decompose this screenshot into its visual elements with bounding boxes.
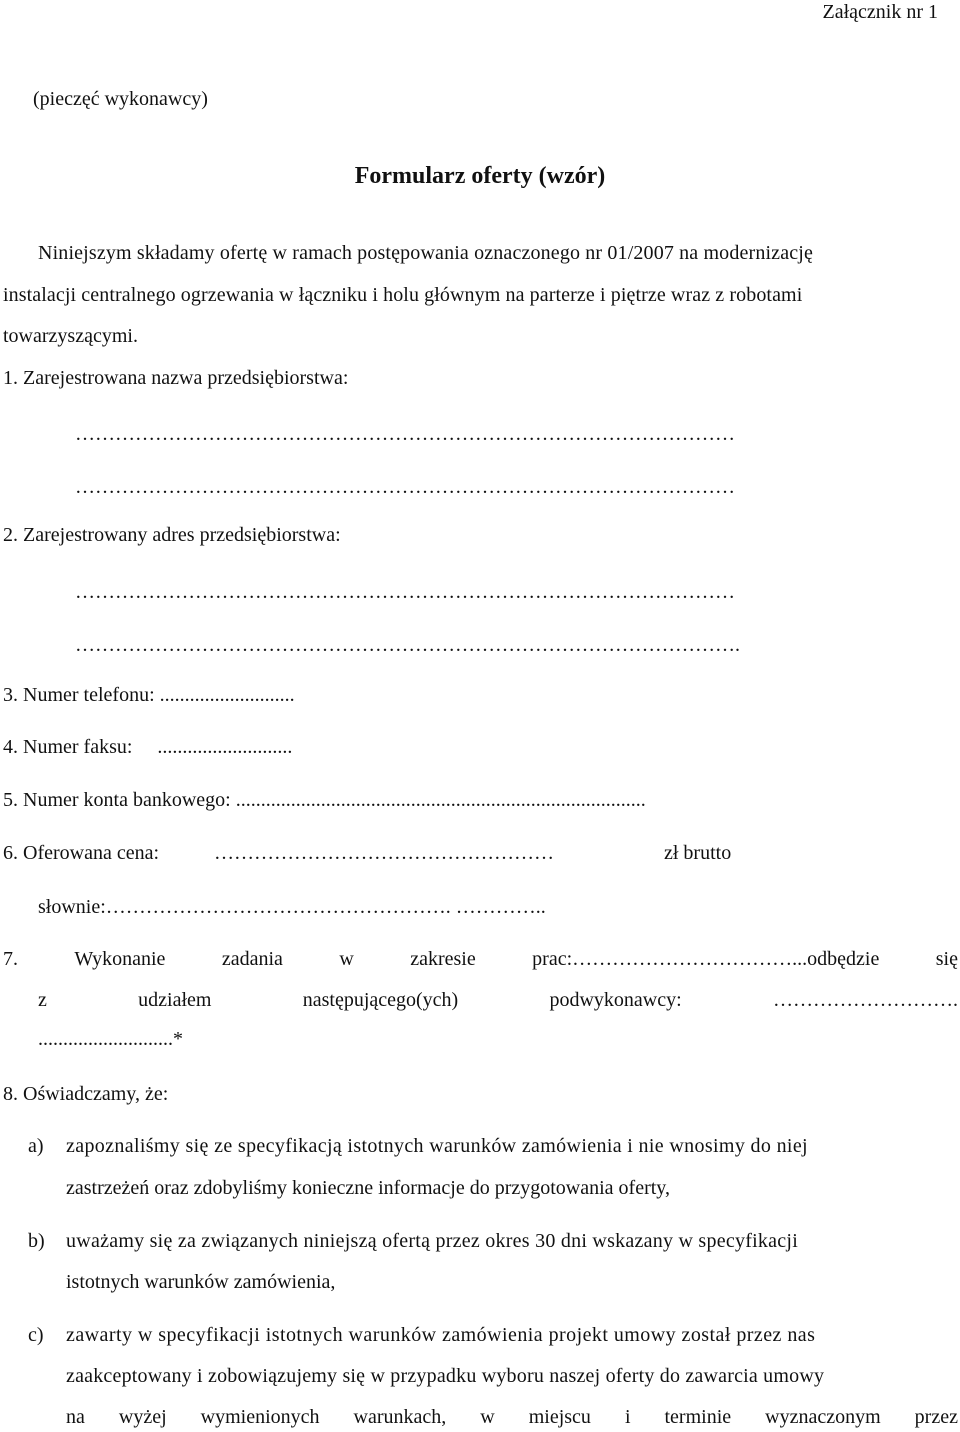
item-7-word: podwykonawcy: <box>549 989 682 1011</box>
item-company-name-label: 1. Zarejestrowana nazwa przedsiębiorstwa: <box>3 367 349 389</box>
contractor-stamp-label: (pieczęć wykonawcy) <box>33 88 208 110</box>
scope-of-work-field[interactable]: prac:……………………………...odbędzie <box>532 948 880 970</box>
offered-price-field[interactable]: …………………………………………… <box>214 842 554 864</box>
item-company-address-label: 2. Zarejestrowany adres przedsiębiorstwa: <box>3 524 341 546</box>
declaration-b-line-2: istotnych warunków zamówienia, <box>66 1271 336 1293</box>
declaration-c-word: wyznaczonym <box>765 1406 881 1428</box>
declarations-label: 8. Oświadczamy, że: <box>3 1083 169 1105</box>
price-in-words-field[interactable]: słownie:……………………………………………. ………….. <box>38 896 546 918</box>
company-address-field-line-2[interactable]: ………………………………………………………………………………………. <box>75 634 740 656</box>
declaration-b-marker: b) <box>28 1230 45 1252</box>
intro-line-2: instalacji centralnego ogrzewania w łączniku i holu głównym na parterze i piętrze wraz z robotami <box>3 284 803 306</box>
declaration-c-word: na <box>66 1406 85 1428</box>
declaration-c-word: warunkach, <box>353 1406 447 1428</box>
declaration-c-line-1 <box>66 1323 958 1347</box>
attachment-label: Załącznik nr 1 <box>822 1 938 23</box>
price-unit-label: zł brutto <box>664 842 732 864</box>
declaration-b-line-1 <box>66 1229 958 1253</box>
declaration-c-word: i <box>624 1406 631 1428</box>
declaration-c-word: miejscu <box>528 1406 591 1428</box>
declaration-c-word: w <box>480 1406 495 1428</box>
item-7-word: się <box>935 948 958 970</box>
phone-number-field[interactable]: 3. Numer telefonu: ........................... <box>3 684 295 706</box>
declaration-b-text-1: uważamy się za związanych niniejszą ofertą przez okres 30 dni wskazany w specyfikacji <box>66 1230 799 1252</box>
declaration-c-line-3 <box>66 1405 958 1429</box>
intro-line-3: towarzyszącymi. <box>3 325 138 347</box>
item-7-word: Wykonanie <box>74 948 166 970</box>
item-7-word: z <box>38 989 47 1011</box>
declaration-a-marker: a) <box>28 1135 44 1157</box>
subcontractor-field-continuation[interactable]: ...........................* <box>38 1028 183 1050</box>
item-7-word: zakresie <box>410 948 476 970</box>
declaration-a-line-1 <box>66 1134 958 1158</box>
subcontractor-field[interactable]: ………………………. <box>772 989 958 1011</box>
declaration-c-word: wyżej <box>118 1406 167 1428</box>
declaration-a-line-2: zastrzeżeń oraz zdobyliśmy konieczne informacje do przygotowania oferty, <box>66 1177 670 1199</box>
subcontractor-line-1 <box>3 947 958 971</box>
company-address-field-line-1[interactable]: ……………………………………………………………………………………… <box>75 581 735 603</box>
intro-text-1: Niniejszym składamy ofertę w ramach postępowania oznaczonego nr 01/2007 na modernizację <box>38 242 813 264</box>
item-7-word: następującego(ych) <box>302 989 459 1011</box>
item-7-number: 7. <box>3 948 18 970</box>
declaration-c-line-2 <box>66 1364 958 1388</box>
item-7-word: zadania <box>221 948 283 970</box>
fax-number-field[interactable]: 4. Numer faksu: ........................... <box>3 736 293 758</box>
page-title: Formularz oferty (wzór) <box>354 163 606 189</box>
intro-line-1 <box>38 241 958 265</box>
declaration-c-text-1: zawarty w specyfikacji istotnych warunków zamówienia projekt umowy został przez nas <box>66 1324 816 1346</box>
item-7-word: udziałem <box>138 989 212 1011</box>
offered-price-label: 6. Oferowana cena: <box>3 842 160 864</box>
declaration-c-marker: c) <box>28 1324 44 1346</box>
item-7-word: w <box>339 948 354 970</box>
company-name-field-line-1[interactable]: ……………………………………………………………………………………… <box>75 423 735 445</box>
declaration-a-text-1: zapoznaliśmy się ze specyfikacją istotnych warunków zamówienia i nie wnosimy do niej <box>66 1135 808 1157</box>
declaration-c-text-2: zaakceptowany i zobowiązujemy się w przypadku wyboru naszej oferty do zawarcia umowy <box>66 1365 825 1387</box>
subcontractor-line-2 <box>38 988 958 1012</box>
declaration-c-word: wymienionych <box>200 1406 320 1428</box>
declaration-c-word: przez <box>914 1406 958 1428</box>
bank-account-field[interactable]: 5. Numer konta bankowego: .................................................................................. <box>3 789 646 811</box>
declaration-c-word: terminie <box>664 1406 732 1428</box>
company-name-field-line-2[interactable]: ……………………………………………………………………………………… <box>75 476 735 498</box>
